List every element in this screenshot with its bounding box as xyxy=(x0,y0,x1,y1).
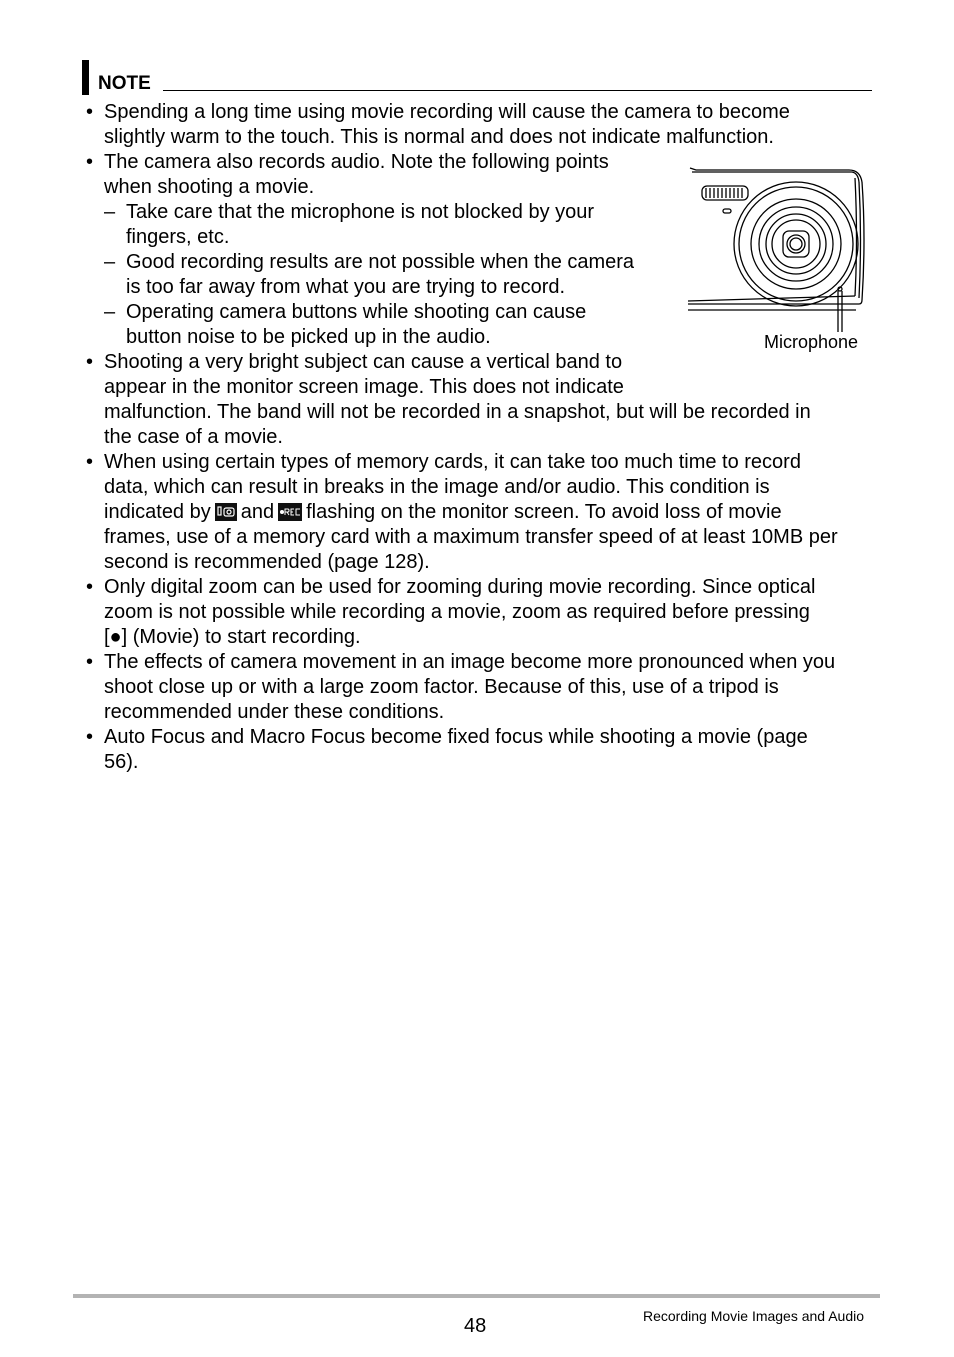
page-number: 48 xyxy=(464,1315,487,1337)
bullet-marker: • xyxy=(86,726,94,748)
dash-2-line-1: Good recording results are not possible when the camera xyxy=(126,251,635,273)
note-bar xyxy=(82,60,89,95)
footer-section-title: Recording Movie Images and Audio xyxy=(643,1308,865,1324)
bullet-marker: • xyxy=(86,151,94,173)
dash-1-line-2: fingers, etc. xyxy=(126,226,230,248)
bullet-6-line-3: recommended under these conditions. xyxy=(104,701,445,723)
dash-3-line-2: button noise to be picked up in the audio. xyxy=(126,326,491,348)
note-divider xyxy=(163,90,872,91)
bullet-7-line-1: Auto Focus and Macro Focus become fixed focus while shooting a movie (page xyxy=(104,726,808,748)
bullet-5-line-2: zoom is not possible while recording a movie, zoom as required before pressing xyxy=(104,601,810,623)
dash-1-line-1: Take care that the microphone is not blocked by your xyxy=(126,201,595,223)
dash-marker: – xyxy=(104,251,116,273)
dash-2-line-2: is too far away from what you are trying to record. xyxy=(126,276,566,298)
bullet-3-line-3: malfunction. The band will not be recorded in a snapshot, but will be recorded in xyxy=(104,401,811,423)
bullet-4-line-1: When using certain types of memory cards, it can take too much time to record xyxy=(104,451,801,473)
bullet-4-line-5: second is recommended (page 128). xyxy=(104,551,430,573)
bullet-2-line-1: The camera also records audio. Note the following points xyxy=(104,151,609,173)
bullet-3-line-4: the case of a movie. xyxy=(104,426,283,448)
bullet-4-line-4: frames, use of a memory card with a maximum transfer speed of at least 10MB per xyxy=(104,526,838,548)
bullet-marker: • xyxy=(86,351,94,373)
bullet-4-line-3-part-c: flashing on the monitor screen. To avoid loss of movie xyxy=(306,501,782,523)
bullet-2-line-2: when shooting a movie. xyxy=(104,176,315,198)
bullet-marker: • xyxy=(86,451,94,473)
bullet-6-line-1: The effects of camera movement in an image become more pronounced when you xyxy=(104,651,836,673)
bullet-4-line-2: data, which can result in breaks in the image and/or audio. This condition is xyxy=(104,476,770,498)
note-title: NOTE xyxy=(98,73,151,94)
bullet-3-line-2: appear in the monitor screen image. This does not indicate xyxy=(104,376,624,398)
camera-front-icon xyxy=(684,164,870,336)
bullet-4-line-3-part-a: indicated by xyxy=(104,501,211,523)
bullet-6-line-2: shoot close up or with a large zoom factor. Because of this, use of a tripod is xyxy=(104,676,779,698)
dash-3-line-1: Operating camera buttons while shooting can cause xyxy=(126,301,587,323)
bullet-marker: • xyxy=(86,101,94,123)
movie-card-warning-icon xyxy=(215,503,237,521)
footer-divider xyxy=(73,1294,880,1298)
bullet-4-line-3 xyxy=(104,500,782,525)
dash-marker: – xyxy=(104,201,116,223)
bullet-marker: • xyxy=(86,651,94,673)
bullet-1-line-2: slightly warm to the touch. This is normal and does not indicate malfunction. xyxy=(104,126,774,148)
bullet-5-line-3: [●] (Movie) to start recording. xyxy=(104,626,361,648)
bullet-4-line-3-part-b: and xyxy=(240,501,275,523)
bullet-marker: • xyxy=(86,576,94,598)
bullet-7-line-2: 56). xyxy=(104,751,139,773)
microphone-label: Microphone xyxy=(764,332,859,352)
bullet-1-line-1: Spending a long time using movie recording will cause the camera to become xyxy=(104,101,790,123)
bullet-5-line-1: Only digital zoom can be used for zooming during movie recording. Since optical xyxy=(104,576,816,598)
rec-indicator-icon xyxy=(278,503,302,521)
dash-marker: – xyxy=(104,301,116,323)
bullet-3-line-1: Shooting a very bright subject can cause a vertical band to xyxy=(104,351,623,373)
